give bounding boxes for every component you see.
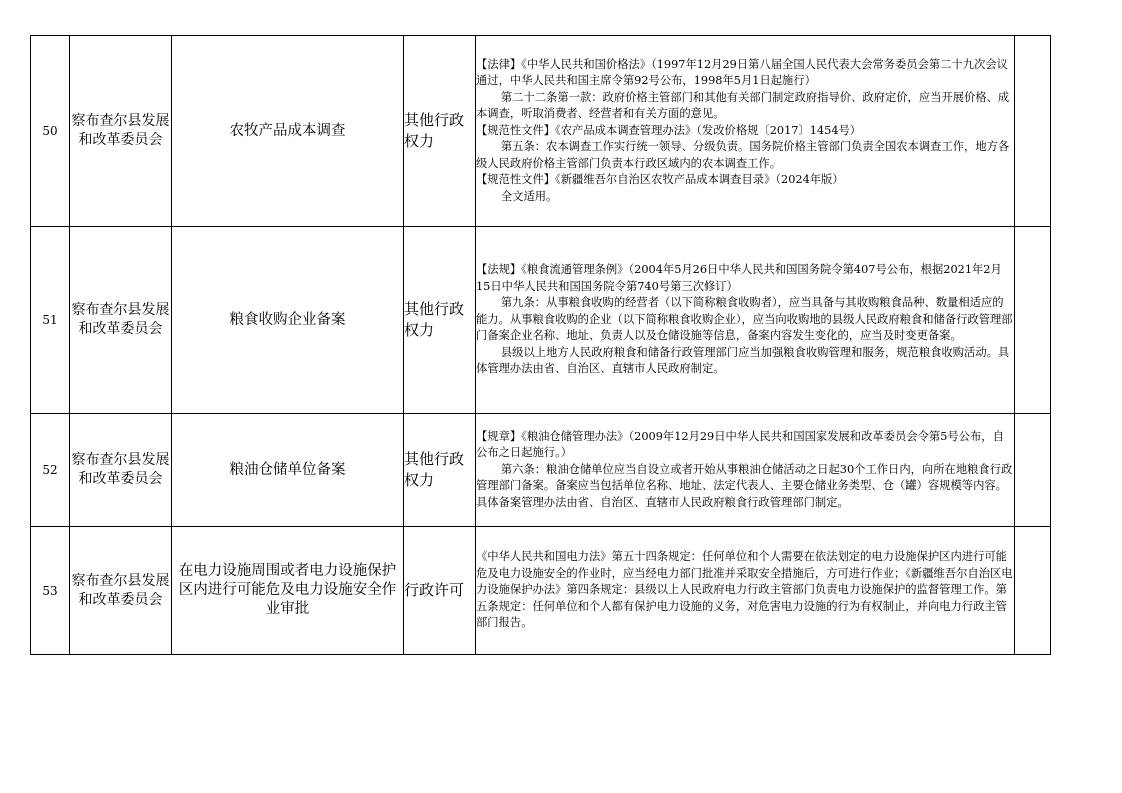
basis-paragraph: 第六条：粮油仓储单位应当自设立或者开始从事粮油仓储活动之日起30个工作日内，向所在地粮食行政管理部门备案。备案应当包括单位名称、地址、法定代表人、主要仓储业务类型、仓（罐）容规模等内容。具体备案管理办法由省、自治区、直辖市人民政府粮食行政管理部门制定。 bbox=[476, 462, 1013, 509]
power-type-cell: 其他行政权力 bbox=[404, 227, 476, 414]
power-list-table bbox=[30, 35, 1051, 655]
basis-paragraph: 【法律】《中华人民共和国价格法》（1997年12月29日第八届全国人民代表大会常务委员会第二十九次会议通过，中华人民共和国主席令第92号公布，1998年5月1日起施行） bbox=[476, 57, 1008, 88]
power-type-cell: 行政许可 bbox=[404, 527, 476, 655]
row-number: 53 bbox=[31, 527, 70, 655]
basis-paragraph: 第九条：从事粮食收购的经营者（以下简称粮食收购者），应当具备与其收购粮食品种、数量相适应的能力。从事粮食收购的企业（以下简称粮食收购企业），应当向收购地的县级人民政府粮食和储备行政管理部门备案企业名称、地址、负责人以及仓储设施等信息，备案内容发生变化的，应当及时变更备案。 bbox=[476, 296, 1013, 343]
table-row bbox=[31, 527, 1051, 655]
item-name-cell: 在电力设施周围或者电力设施保护区内进行可能危及电力设施安全作业审批 bbox=[172, 527, 404, 655]
item-name-cell: 粮食收购企业备案 bbox=[172, 227, 404, 414]
row-number: 51 bbox=[31, 227, 70, 414]
blank-cell bbox=[1015, 527, 1051, 655]
department-cell: 察布查尔县发展和改革委员会 bbox=[70, 527, 172, 655]
blank-cell bbox=[1015, 227, 1051, 414]
table-row bbox=[31, 36, 1051, 227]
basis-paragraph: 《中华人民共和国电力法》第五十四条规定：任何单位和个人需要在依法划定的电力设施保护区内进行可能危及电力设施安全的作业时，应当经电力部门批准并采取安全措施后，方可进行作业；《新疆维吾尔自治区电力设施保护办法》第四条规定：县级以上人民政府电力行政主管部门负责电力设施保护的监督管理工作。第五条规定：任何单位和个人都有保护电力设施的义务，对危害电力设施的行为有权制止，并向电力行政主管部门报告。 bbox=[476, 550, 1013, 630]
item-name-cell: 粮油仓储单位备案 bbox=[172, 414, 404, 527]
basis-paragraph: 【规章】《粮油仓储管理办法》（2009年12月29日中华人民共和国国家发展和改革委员会令第5号公布，自公布之日起施行。） bbox=[476, 429, 1004, 460]
legal-basis-cell bbox=[476, 36, 1015, 227]
blank-cell bbox=[1015, 36, 1051, 227]
basis-paragraph: 【规范性文件】《农产品成本调查管理办法》（发改价格规〔2017〕1454号） bbox=[476, 123, 862, 137]
legal-basis-cell bbox=[476, 414, 1015, 527]
blank-cell bbox=[1015, 414, 1051, 527]
row-number: 52 bbox=[31, 414, 70, 527]
basis-paragraph: 【法规】《粮食流通管理条例》（2004年5月26日中华人民共和国国务院令第407号公布，根据2021年2月15日中华人民共和国国务院令第740号第三次修订） bbox=[476, 263, 1002, 293]
department-cell: 察布查尔县发展和改革委员会 bbox=[70, 227, 172, 414]
power-type-cell: 其他行政权力 bbox=[404, 36, 476, 227]
basis-paragraph: 第五条：农本调查工作实行统一领导、分级负责。国务院价格主管部门负责全国农本调查工作，地方各级人民政府价格主管部门负责本行政区域内的农本调查工作。 bbox=[476, 140, 1010, 170]
department-cell: 察布查尔县发展和改革委员会 bbox=[70, 36, 172, 227]
table-row bbox=[31, 227, 1051, 414]
legal-basis-cell bbox=[476, 227, 1015, 414]
legal-basis-cell bbox=[476, 527, 1015, 655]
item-name-cell: 农牧产品成本调查 bbox=[172, 36, 404, 227]
basis-paragraph: 全文适用。 bbox=[500, 189, 558, 203]
basis-paragraph: 第二十二条第一款：政府价格主管部门和其他有关部门制定政府指导价、政府定价，应当开展价格、成本调查，听取消费者、经营者和有关方面的意见。 bbox=[476, 90, 1010, 121]
row-number: 50 bbox=[31, 36, 70, 227]
table-row bbox=[31, 414, 1051, 527]
department-cell: 察布查尔县发展和改革委员会 bbox=[70, 414, 172, 527]
basis-paragraph: 【规范性文件】《新疆维吾尔自治区农牧产品成本调查目录》（2024年版） bbox=[476, 173, 844, 187]
basis-paragraph: 县级以上地方人民政府粮食和储备行政管理部门应当加强粮食收购管理和服务，规范粮食收购活动。具体管理办法由省、自治区、直辖市人民政府制定。 bbox=[476, 345, 1010, 376]
power-type-cell: 其他行政权力 bbox=[404, 414, 476, 527]
